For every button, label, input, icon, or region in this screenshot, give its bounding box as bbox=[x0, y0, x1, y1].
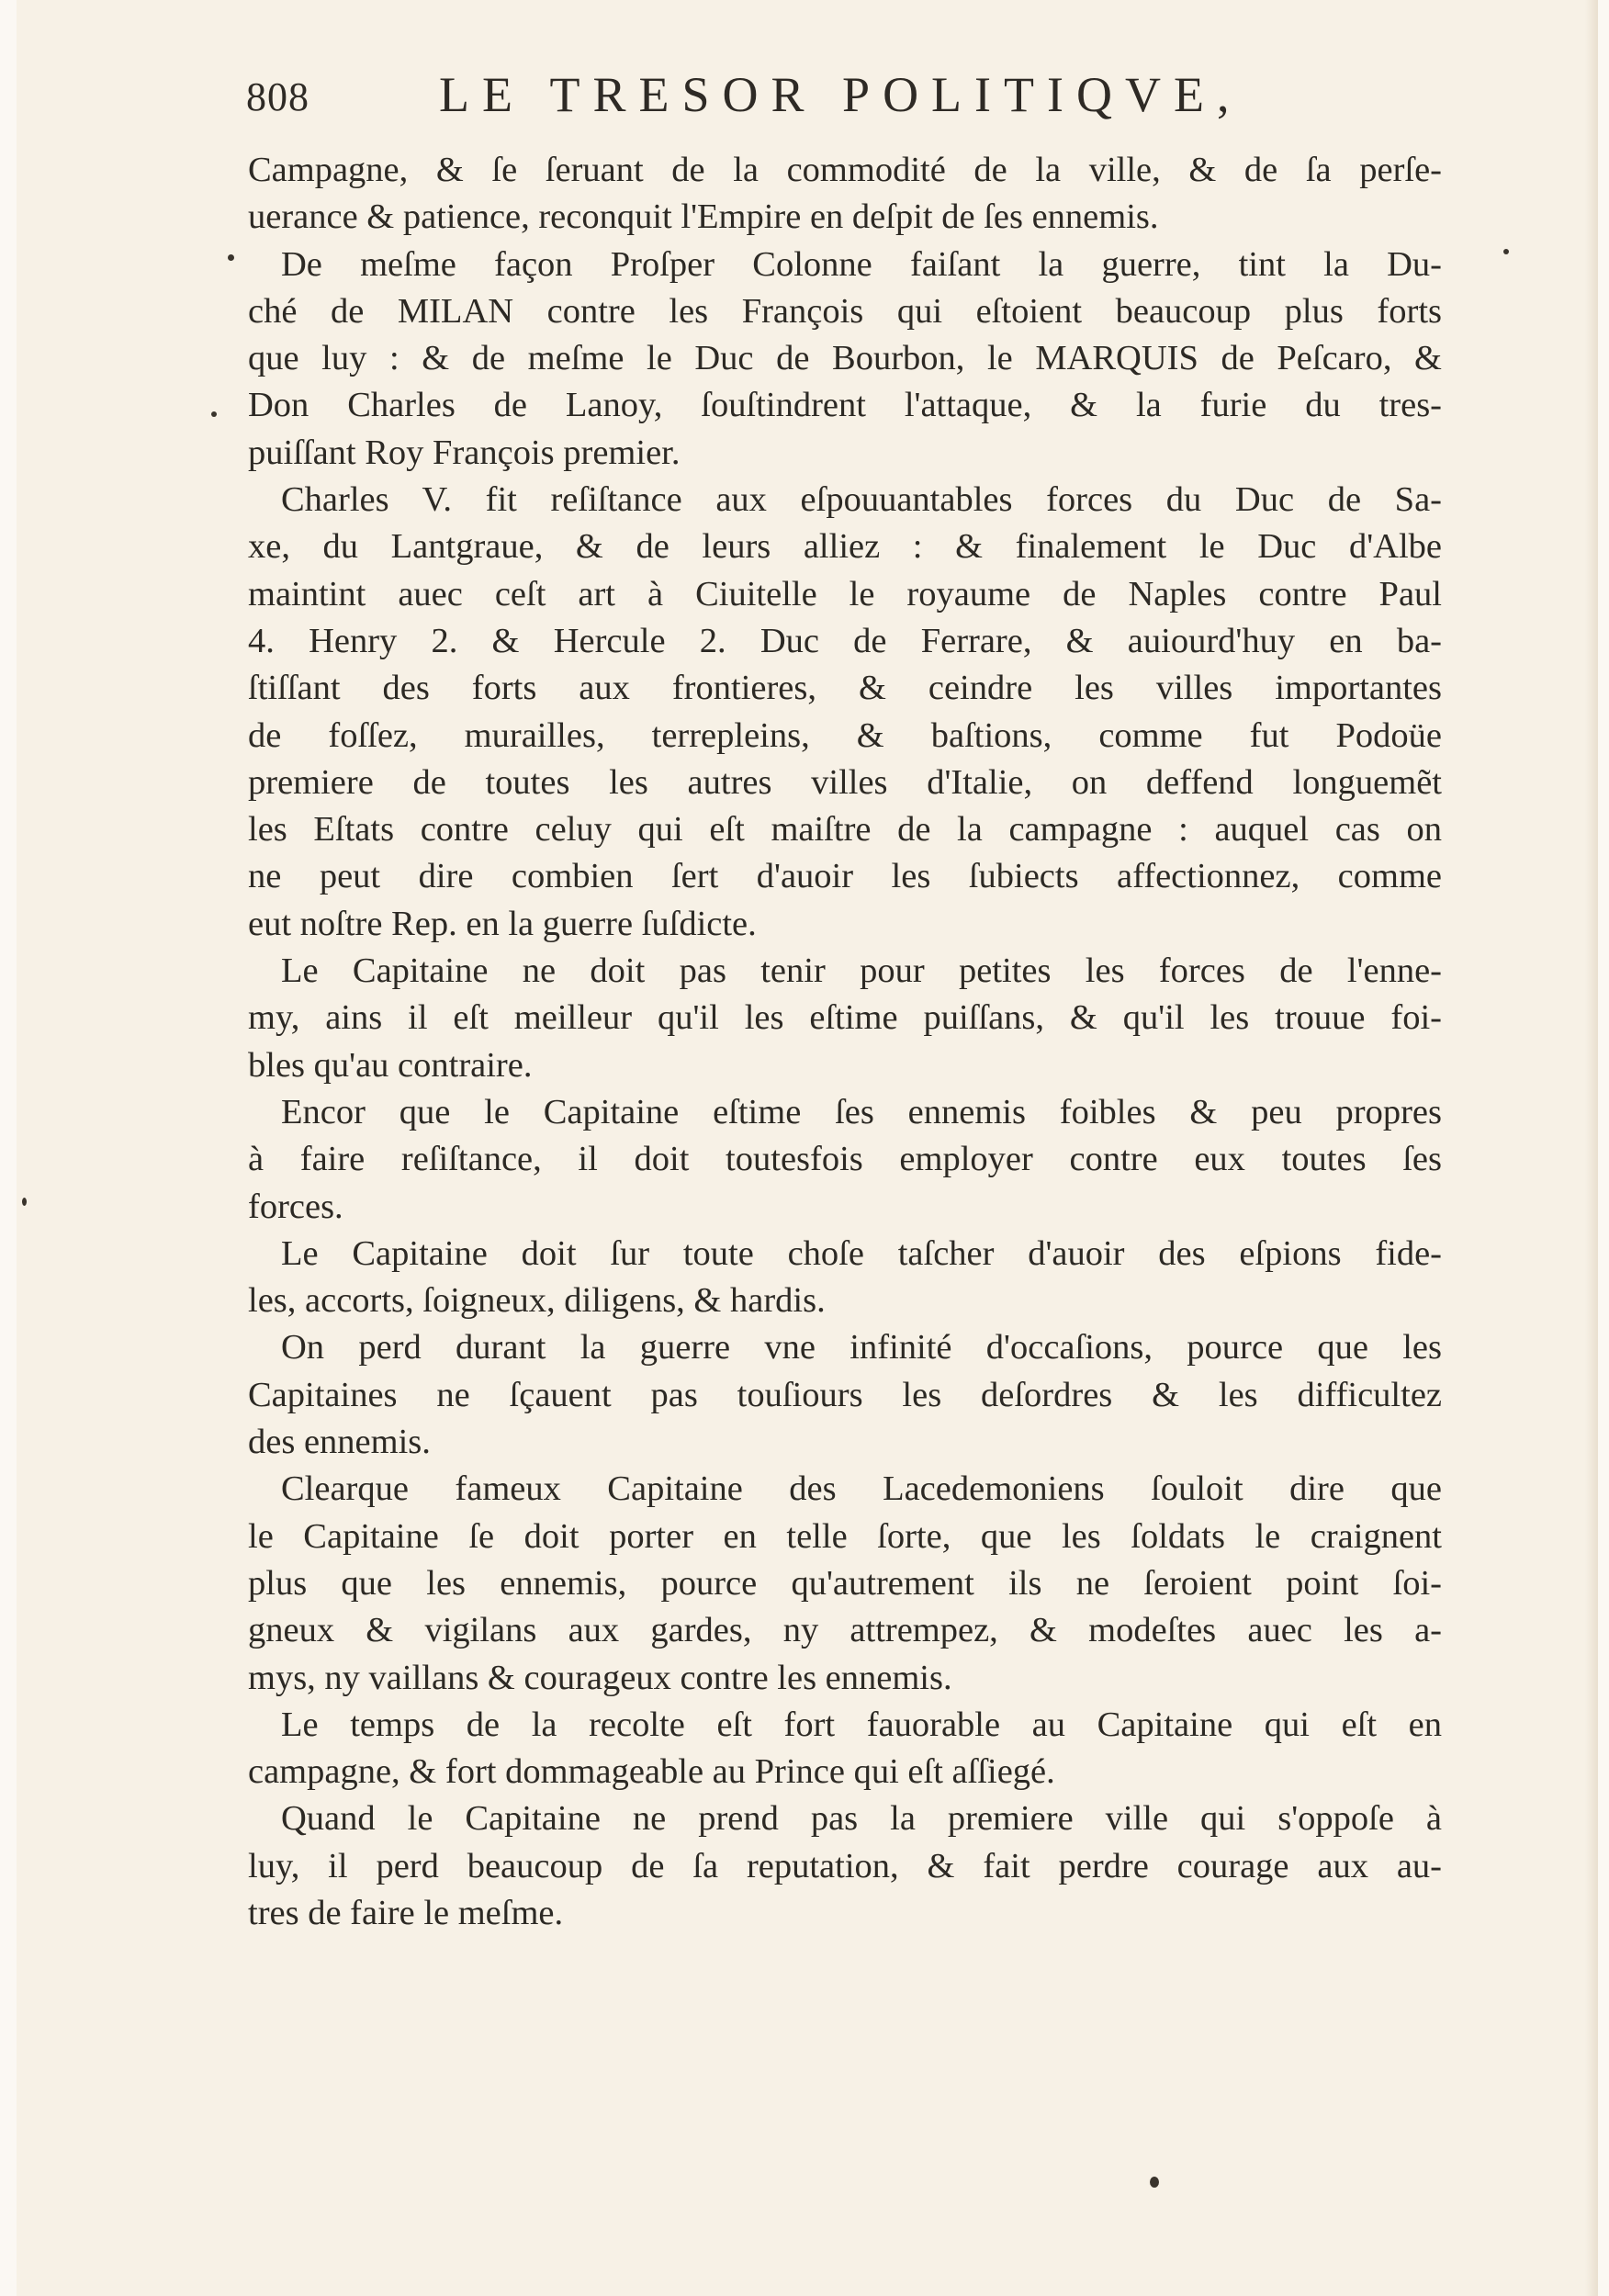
text-line: On perd durant la guerre vne infinité d'occaſions, pource que les bbox=[281, 1328, 1442, 1367]
text-line: ſtiſſant des forts aux frontieres, & ceindre les villes importantes bbox=[248, 669, 1442, 708]
text-line: à faire reſiſtance, il doit toutesfois employer contre eux toutes ſes bbox=[248, 1140, 1442, 1179]
page-number: 808 bbox=[246, 74, 309, 119]
text-line: tres de faire le meſme. bbox=[248, 1893, 564, 1932]
text-line: Capitaines ne ſçauent pas touſiours les deſordres & les difficultez bbox=[248, 1375, 1442, 1414]
text-line: Don Charles de Lanoy, ſouſtindrent l'attaque, & la furie du tres- bbox=[248, 386, 1442, 425]
text-line: uerance & patience, reconquit l'Empire en deſpit de ſes ennemis. bbox=[248, 197, 1159, 237]
text-line: Le Capitaine ne doit pas tenir pour petites les forces de l'enne- bbox=[281, 951, 1442, 991]
text-line: ché de MILAN contre les François qui eſtoient beaucoup plus forts bbox=[248, 291, 1442, 331]
text-line: de foſſez, murailles, terrepleins, & baſtions, comme fut Podoüe bbox=[248, 715, 1442, 755]
text-line: eut noſtre Rep. en la guerre ſuſdicte. bbox=[248, 904, 757, 943]
text-line: Le temps de la recolte eſt fort fauorable au Capitaine qui eſt en bbox=[281, 1705, 1442, 1744]
text-line: mys, ny vaillans & courageux contre les ennemis. bbox=[248, 1658, 952, 1697]
text-line: les, accorts, ſoigneux, diligens, & hardis. bbox=[248, 1281, 826, 1321]
text-line: Clearque fameux Capitaine des Lacedemoniens ſouloit dire que bbox=[281, 1469, 1442, 1509]
text-line: luy, il perd beaucoup de ſa reputation, & fait perdre courage aux au- bbox=[248, 1846, 1442, 1885]
ink-speck bbox=[22, 1198, 27, 1206]
text-line: premiere de toutes les autres villes d'Italie, on deffend longuemẽt bbox=[248, 762, 1442, 802]
ink-speck bbox=[1150, 2177, 1159, 2188]
text-line: bles qu'au contraire. bbox=[248, 1045, 533, 1085]
text-line: forces. bbox=[248, 1187, 343, 1226]
text-line: maintint auec ceſt art à Ciuitelle le royaume de Naples contre Paul bbox=[248, 574, 1442, 613]
text-line: les Eſtats contre celuy qui eſt maiſtre de la campagne : auquel cas on bbox=[248, 810, 1442, 850]
text-line: puiſſant Roy François premier. bbox=[248, 433, 681, 472]
text-line: Encor que le Capitaine eſtime ſes ennemis foibles & peu propres bbox=[281, 1092, 1442, 1131]
text-line: my, ains il eſt meilleur qu'il les eſtime puiſſans, & qu'il les trouue foi- bbox=[248, 998, 1442, 1038]
page-edge-shadow bbox=[1585, 0, 1598, 2296]
body-text bbox=[248, 147, 1442, 1937]
ink-speck bbox=[228, 254, 234, 261]
text-line: Le Capitaine doit ſur toute choſe taſcher d'auoir des eſpions fide- bbox=[281, 1233, 1442, 1273]
text-line: Campagne, & ſe ſeruant de la commodité de la ville, & de ſa perſe- bbox=[248, 151, 1442, 189]
ink-speck bbox=[211, 411, 217, 417]
text-line: campagne, & fort dommageable au Prince qui eſt aſſiegé. bbox=[248, 1752, 1055, 1792]
text-line: Charles V. fit reſiſtance aux eſpouuantables forces du Duc de Sa- bbox=[281, 480, 1442, 520]
text-line: ne peut dire combien ſert d'auoir les ſubiects affectionnez, comme bbox=[248, 857, 1442, 896]
text-line: des ennemis. bbox=[248, 1423, 431, 1462]
text-line: xe, du Lantgraue, & de leurs alliez : & finalement le Duc d'Albe bbox=[248, 527, 1442, 567]
text-line: le Capitaine ſe doit porter en telle ſorte, que les ſoldats le craignent bbox=[248, 1516, 1442, 1556]
text-line: 4. Henry 2. & Hercule 2. Duc de Ferrare, & auiourd'huy en ba- bbox=[248, 621, 1442, 660]
ink-speck bbox=[1503, 249, 1509, 254]
page-header bbox=[246, 66, 1440, 130]
text-line: Quand le Capitaine ne prend pas la premiere ville qui s'oppoſe à bbox=[281, 1799, 1442, 1839]
running-title: LE TRESOR POLITIQVE, bbox=[439, 67, 1243, 122]
text-line: plus que les ennemis, pource qu'autrement ils ne ſeroient point ſoi- bbox=[248, 1563, 1442, 1603]
text-line: De meſme façon Proſper Colonne faiſant la guerre, tint la Du- bbox=[281, 244, 1442, 284]
text-line: que luy : & de meſme le Duc de Bourbon, le MARQUIS de Peſcaro, & bbox=[248, 339, 1442, 378]
text-line: gneux & vigilans aux gardes, ny attrempez, & modeſtes auec les a- bbox=[248, 1611, 1442, 1650]
